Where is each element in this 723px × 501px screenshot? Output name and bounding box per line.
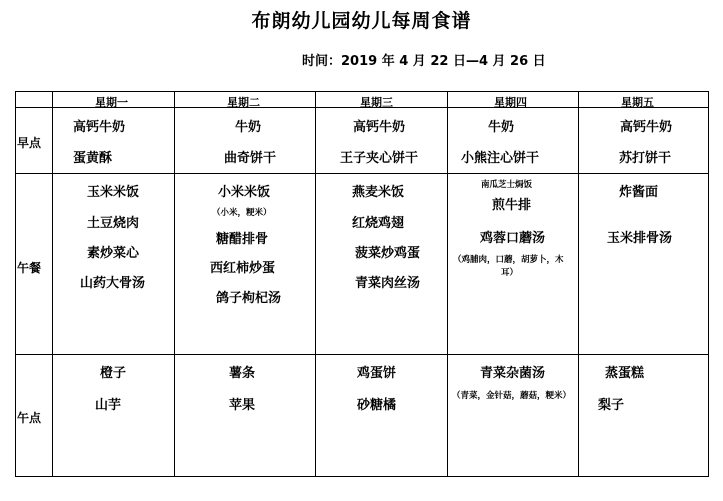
- breakfast-fri-item: 苏打饼干: [619, 151, 672, 166]
- lunch-wed-item: 燕麦米饭: [352, 185, 405, 200]
- lunch-thu-item: 南瓜芝士焗饭: [481, 180, 533, 190]
- lunch-tue-item: 鸽子枸杞汤: [216, 291, 282, 306]
- breakfast-tue-item: 牛奶: [235, 120, 262, 135]
- header-thursday: 星期四: [494, 96, 527, 109]
- lunch-thu-note: 耳）: [501, 268, 519, 278]
- lunch-fri-item: 玉米排骨汤: [607, 231, 673, 246]
- lunch-fri-item: 炸酱面: [619, 185, 659, 200]
- breakfast-mon-item: 蛋黄酥: [73, 151, 113, 166]
- snack-tue-item: 薯条: [229, 366, 256, 381]
- lunch-wed-item: 青菜肉丝汤: [355, 276, 421, 291]
- snack-mon-item: 山芋: [95, 398, 122, 413]
- breakfast-fri-item: 高钙牛奶: [620, 120, 673, 135]
- snack-tue-item: 苹果: [229, 398, 256, 413]
- header-monday: 星期一: [95, 96, 128, 109]
- lunch-mon-item: 素炒菜心: [87, 246, 140, 261]
- snack-thu-note: （青菜，金针菇，蘑菇，粳米）: [452, 391, 572, 401]
- snack-thu-item: 青菜杂菌汤: [480, 366, 546, 381]
- lunch-thu-note: （鸡脯肉，口蘑，胡萝卜，木: [453, 255, 564, 265]
- breakfast-wed-item: 高钙牛奶: [353, 120, 406, 135]
- breakfast-thu-item: 小熊注心饼干: [461, 151, 540, 166]
- lunch-thu-item: 鸡蓉口蘑汤: [480, 231, 546, 246]
- breakfast-tue-item: 曲奇饼干: [224, 151, 277, 166]
- breakfast-mon-item: 高钙牛奶: [73, 120, 126, 135]
- header-friday: 星期五: [621, 96, 654, 109]
- page-title: 布朗幼儿园幼儿每周食谱: [251, 10, 472, 32]
- date-range: 时间：2019 年 4 月 22 日—4 月 26 日: [302, 54, 546, 69]
- lunch-mon-item: 玉米米饭: [87, 185, 140, 200]
- snack-wed-item: 砂糖橘: [357, 398, 397, 413]
- breakfast-thu-item: 牛奶: [488, 120, 515, 135]
- lunch-wed-item: 菠菜炒鸡蛋: [355, 246, 421, 261]
- lunch-mon-item: 土豆烧肉: [87, 216, 140, 231]
- lunch-thu-item: 煎牛排: [492, 198, 532, 213]
- lunch-tue-item: 小米米饭: [218, 185, 271, 200]
- row-label-breakfast: 早点: [17, 136, 42, 150]
- snack-fri-item: 梨子: [598, 398, 625, 413]
- lunch-tue-item: 西红柿炒蛋: [210, 261, 276, 276]
- header-tuesday: 星期二: [227, 96, 260, 109]
- lunch-wed-item: 红烧鸡翅: [352, 216, 405, 231]
- row-label-lunch: 午餐: [17, 261, 42, 275]
- lunch-mon-item: 山药大骨汤: [80, 276, 146, 291]
- breakfast-wed-item: 王子夹心饼干: [340, 151, 419, 166]
- lunch-tue-note: （小米，粳米）: [212, 208, 272, 218]
- snack-wed-item: 鸡蛋饼: [357, 366, 397, 381]
- header-wednesday: 星期三: [360, 96, 393, 109]
- snack-fri-item: 蒸蛋糕: [605, 366, 645, 381]
- menu-table: [15, 91, 709, 477]
- snack-mon-item: 橙子: [100, 366, 127, 381]
- lunch-tue-item: 糖醋排骨: [216, 232, 269, 247]
- row-label-snack: 午点: [17, 411, 42, 425]
